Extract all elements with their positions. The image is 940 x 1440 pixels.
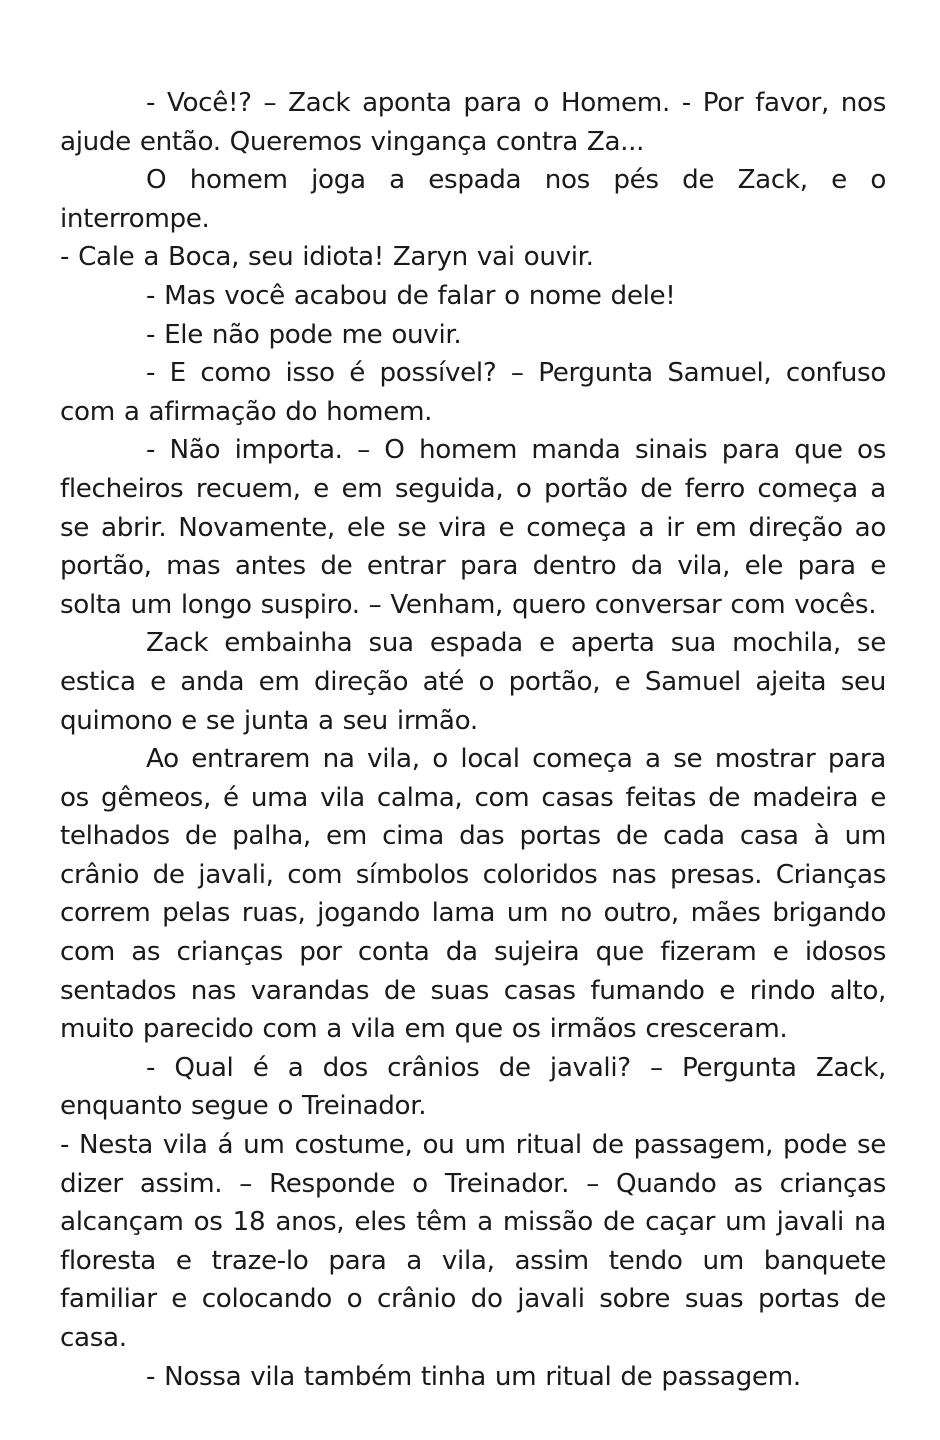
paragraph-12: - Nossa vila também tinha um ritual de passagem. (146, 1361, 801, 1392)
paragraph-9: Ao entrarem na vila, o local começa a se mostrar para os gêmeos, é uma vila calma, com casas feitas de madeira e telhados de palha, em cima das portas de cada casa à um crânio de javali, com símbolos coloridos nas presas. Crianças correm pelas ruas, jogando lama um no outro, mães brigando com as crianças por conta da sujeira que fizeram e idosos sentados nas varandas de suas casas fumando e rindo alto, muito parecido com a vila em que os irmãos cresceram. (60, 744, 886, 1045)
book-page (60, 84, 886, 1396)
paragraph-5: - Ele não pode me ouvir. (146, 319, 462, 350)
paragraph-11: - Nesta vila á um costume, ou um ritual de passagem, pode se dizer assim. – Responde o Treinador. – Quando as crianças alcançam os 18 anos, eles têm a missão de caçar um javali na floresta e traze-lo para a vila, assim tendo um banquete familiar e colocando o crânio do javali sobre suas portas de casa. (60, 1130, 886, 1353)
paragraph-4: - Mas você acabou de falar o nome dele! (146, 280, 676, 311)
paragraph-7: - Não importa. – O homem manda sinais para que os flecheiros recuem, e em seguida, o portão de ferro começa a se abrir. Novamente, ele se vira e começa a ir em direção ao portão, mas antes de entrar para dentro da vila, ele para e solta um longo suspiro. – Venham, quero conversar com vocês. (60, 435, 886, 620)
paragraph-3: - Cale a Boca, seu idiota! Zaryn vai ouvir. (60, 242, 594, 273)
paragraph-10: - Qual é a dos crânios de javali? – Pergunta Zack, enquanto segue o Treinador. (60, 1052, 886, 1122)
paragraph-2: O homem joga a espada nos pés de Zack, e o interrompe. (60, 165, 886, 234)
paragraph-6: - E como isso é possível? – Pergunta Samuel, confuso com a afirmação do homem. (60, 358, 886, 427)
paragraph-1: - Você!? – Zack aponta para o Homem. - Por favor, nos ajude então. Queremos vingança contra Za... (60, 88, 886, 157)
paragraph-8: Zack embainha sua espada e aperta sua mochila, se estica e anda em direção até o portão, e Samuel ajeita seu quimono e se junta a seu irmão. (60, 628, 886, 736)
